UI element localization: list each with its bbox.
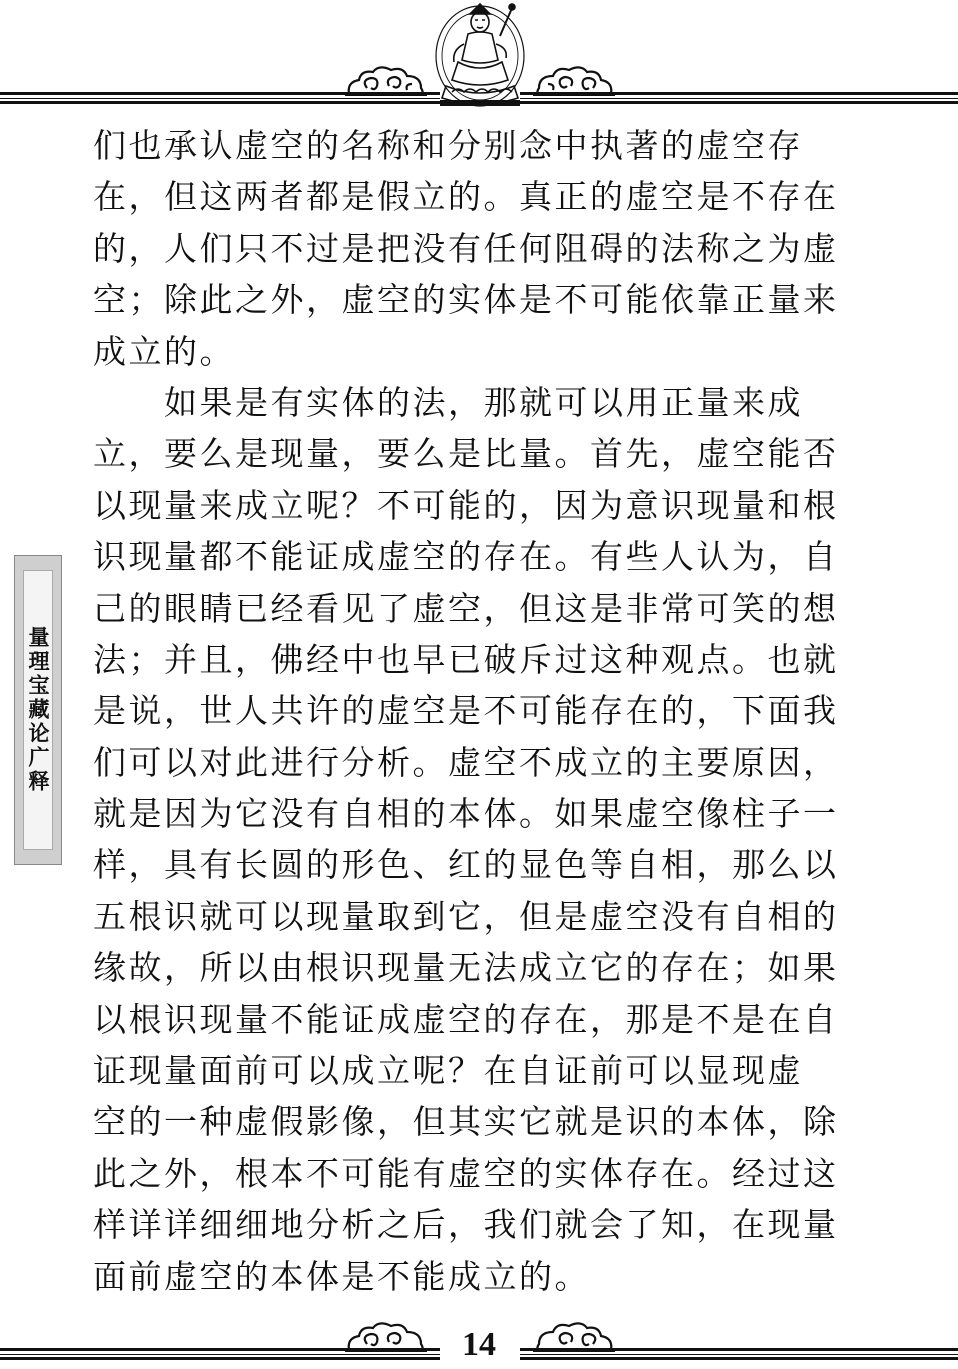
text-line: 缘故，所以由根识现量无法成立它的存在；如果	[93, 948, 839, 988]
text-line: 五根识就可以现量取到它，但是虚空没有自相的	[93, 896, 839, 936]
text-line: 们也承认虚空的名称和分别念中执著的虚空存	[93, 126, 803, 165]
text-line: 就是因为它没有自相的本体。如果虚空像柱子一	[93, 794, 839, 834]
text-line: 以现量来成立呢？不可能的，因为意识现量和根	[93, 485, 839, 525]
text-line: 以根识现量不能证成虚空的存在，那是不是在自	[93, 999, 839, 1039]
text-line: 面前虚空的本体是不能成立的。	[93, 1256, 590, 1296]
body-text	[93, 120, 863, 1302]
side-tab-inner	[23, 570, 53, 850]
side-tab	[14, 555, 62, 865]
text-line: 证现量面前可以成立呢？在自证前可以显现虚	[93, 1051, 803, 1091]
page-footer	[0, 1318, 958, 1369]
cloud-scroll-icon	[345, 1320, 427, 1354]
page-number: 14	[462, 1326, 496, 1363]
text-line: 是说，世人共许的虚空是不可能存在的，下面我	[93, 691, 839, 731]
text-line: 们可以对此进行分析。虚空不成立的主要原因，	[93, 742, 839, 782]
text-line: 样详详细细地分析之后，我们就会了知，在现量	[93, 1205, 839, 1245]
text-line: 立，要么是现量，要么是比量。首先，虚空能否	[93, 434, 839, 474]
text-line: 成立的。	[93, 331, 235, 371]
text-line: 的，人们只不过是把没有任何阻碍的法称之为虚	[93, 228, 839, 268]
page-header	[0, 0, 958, 112]
text-line: 空的一种虚假影像，但其实它就是识的本体，除	[93, 1102, 839, 1142]
text-line: 空；除此之外，虚空的实体是不可能依靠正量来	[93, 280, 839, 320]
text-line: 在，但这两者都是假立的。真正的虚空是不存在	[93, 177, 839, 217]
text-line: 己的眼睛已经看见了虚空，但这是非常可笑的想	[93, 588, 839, 628]
text-line: 样，具有长圆的形色、红的显色等自相，那么以	[93, 845, 839, 885]
cloud-scroll-icon	[533, 64, 615, 98]
text-line: 如果是有实体的法，那就可以用正量来成	[93, 382, 803, 422]
text-line: 识现量都不能证成虚空的存在。有些人认为，自	[93, 537, 839, 577]
text-line: 法；并且，佛经中也早已破斥过这种观点。也就	[93, 639, 839, 679]
text-line: 此之外，根本不可能有虚空的实体存在。经过这	[93, 1153, 839, 1193]
cloud-scroll-icon	[533, 1320, 615, 1354]
padmasambhava-figure-icon	[428, 0, 532, 108]
book-title: 量理宝藏论广释	[26, 626, 51, 794]
cloud-scroll-icon	[345, 64, 427, 98]
